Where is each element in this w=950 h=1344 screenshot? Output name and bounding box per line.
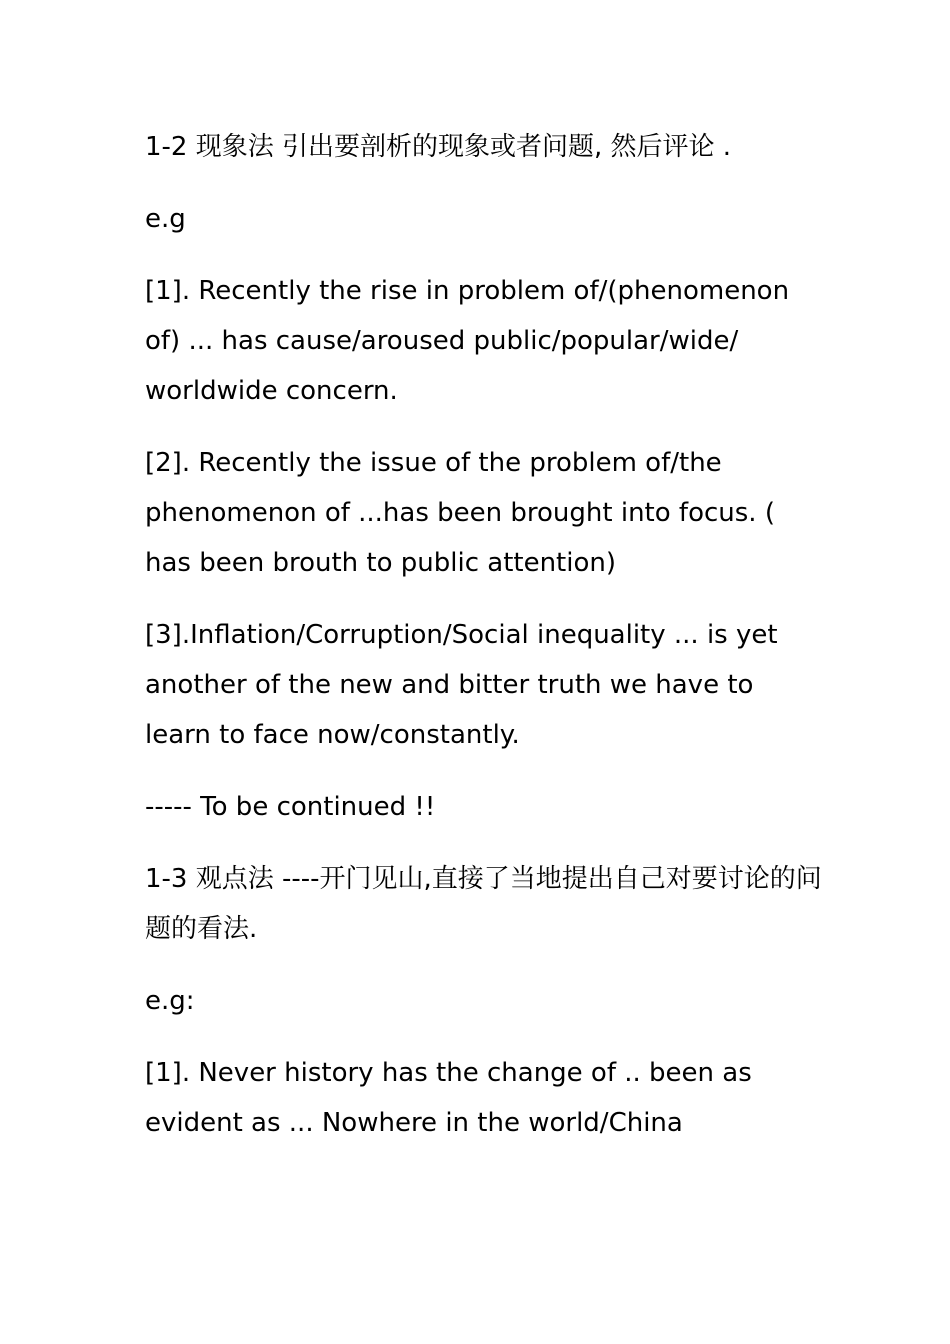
example-sentence-2: [2]. Recently the issue of the problem of/the phenomenon of ...has been brought into focus. ( has been brouth to public attention) bbox=[145, 448, 775, 578]
example-sentence-3: [3].Inflation/Corruption/Social inequality ... is yet another of the new and bitter truth we have to learn to face now/constantly. bbox=[145, 620, 778, 750]
document-page bbox=[145, 122, 825, 1170]
example-label: e.g bbox=[145, 204, 186, 234]
example-sentence-1: [1]. Recently the rise in problem of/(phenomenon of) ... has cause/aroused public/popular/wide/ worldwide concern. bbox=[145, 276, 790, 406]
section-heading-1-2: 1-2 现象法 引出要剖析的现象或者问题, 然后评论 . bbox=[145, 132, 732, 162]
example-sentence-1: [1]. Never history has the change of .. been as evident as ... Nowhere in the world/China bbox=[145, 1058, 752, 1138]
example-label: e.g: bbox=[145, 986, 195, 1016]
continued-note: ----- To be continued !! bbox=[145, 792, 436, 822]
section-heading-1-3: 1-3 观点法 ----开门见山,直接了当地提出自己对要讨论的问题的看法. bbox=[145, 864, 822, 944]
